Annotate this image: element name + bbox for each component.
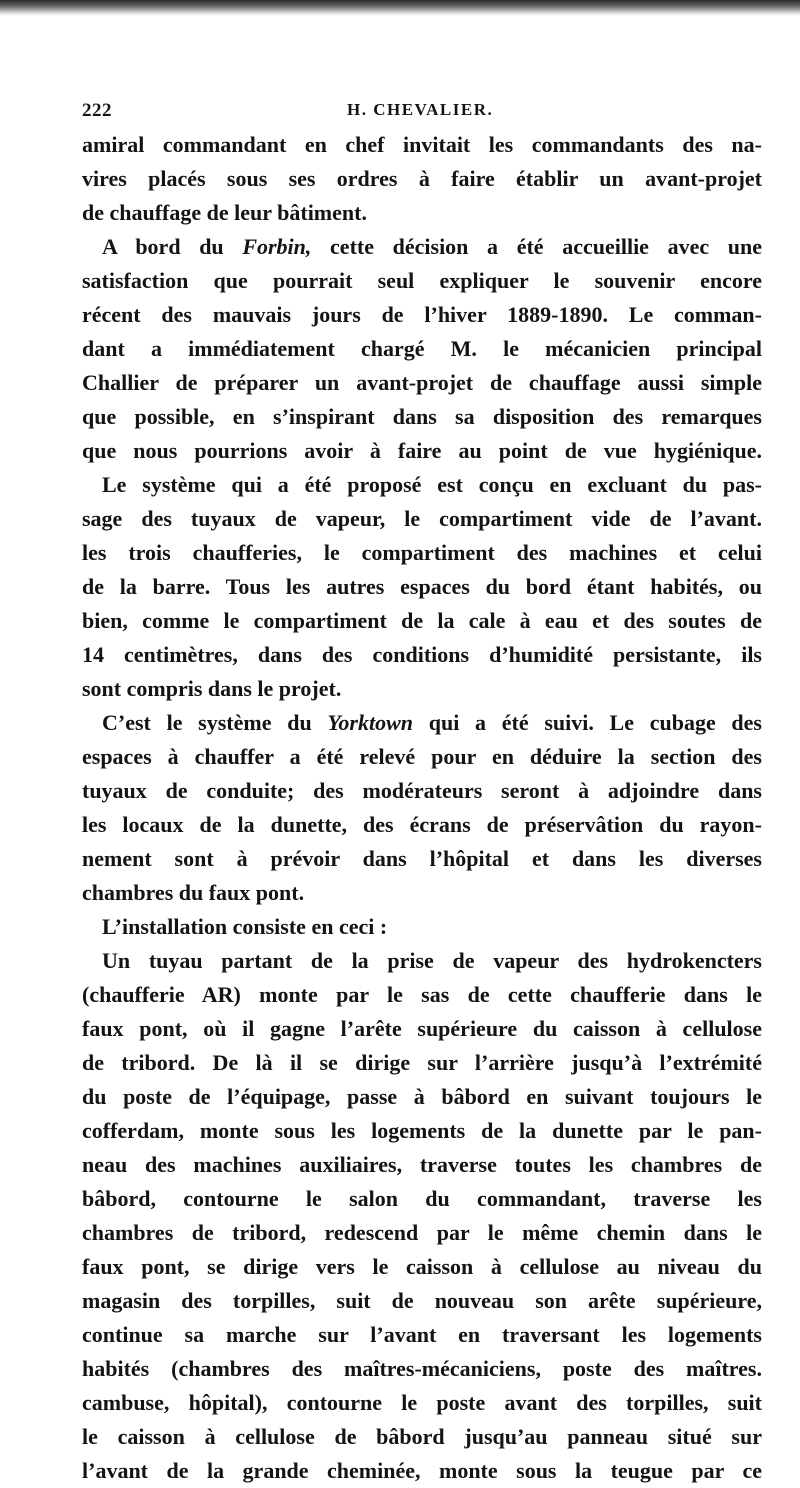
page-top-edge-shadow <box>0 0 800 16</box>
text-line <box>82 1454 762 1488</box>
text-line <box>82 1318 762 1352</box>
text-segment: de chauffage de leur bâtiment. <box>82 200 367 225</box>
text-segment: nement sont à prévoir dans l’hôpital et dans les diverses <box>82 846 762 871</box>
text-line <box>82 910 762 944</box>
running-title: H. CHEVALIER. <box>347 100 494 119</box>
text-segment: (chaufferie AR) monte par le sas de cette chaufferie dans le <box>82 982 762 1007</box>
text-segment: faux pont, où il gagne l’arête supérieure du caisson à cellulose <box>82 1016 762 1041</box>
text-line <box>82 162 762 196</box>
text-segment: tuyaux de conduite; des modérateurs seront à adjoindre dans <box>82 778 762 803</box>
text-segment: du poste de l’équipage, passe à bâbord en suivant toujours le <box>82 1084 762 1109</box>
text-line <box>82 298 762 332</box>
text-line <box>82 434 762 468</box>
text-segment: de tribord. De là il se dirige sur l’arrière jusqu’à l’extrémité <box>82 1050 762 1075</box>
text-segment: bâbord, contourne le salon du commandant, traverse les <box>82 1186 762 1211</box>
text-line <box>82 1046 762 1080</box>
text-segment: Un tuyau partant de la prise de vapeur des hydrokencters <box>102 948 762 973</box>
text-line <box>82 740 762 774</box>
text-segment: neau des machines auxiliaires, traverse toutes les chambres de <box>82 1152 762 1177</box>
text-line <box>82 536 762 570</box>
text-line <box>82 808 762 842</box>
text-line <box>82 366 762 400</box>
text-line <box>82 1080 762 1114</box>
text-line <box>82 672 762 706</box>
text-segment: bien, comme le compartiment de la cale à eau et des soutes de <box>82 608 762 633</box>
text-segment: C’est le système du <box>102 710 328 735</box>
text-line <box>82 230 762 264</box>
text-line <box>82 196 762 230</box>
text-line <box>82 1352 762 1386</box>
text-line <box>82 1284 762 1318</box>
text-segment: vires placés sous ses ordres à faire établir un avant-projet <box>82 166 762 191</box>
text-segment: les trois chaufferies, le compartiment des machines et celui <box>82 540 762 565</box>
text-line <box>82 128 762 162</box>
text-segment: habités (chambres des maîtres-mécaniciens, poste des maîtres. <box>82 1356 762 1381</box>
text-line <box>82 1114 762 1148</box>
text-line <box>82 332 762 366</box>
text-segment: le caisson à cellulose de bâbord jusqu’au panneau situé sur <box>82 1424 762 1449</box>
italic-ship-name: Yorktown <box>327 710 413 735</box>
text-segment: que possible, en s’inspirant dans sa disposition des remarques <box>82 404 762 429</box>
text-segment: récent des mauvais jours de l’hiver 1889-1890. Le comman- <box>82 302 762 327</box>
text-line <box>82 604 762 638</box>
text-segment: Le système qui a été proposé est conçu en excluant du pas- <box>102 472 762 497</box>
text-line <box>82 400 762 434</box>
text-segment: faux pont, se dirige vers le caisson à cellulose au niveau du <box>82 1254 762 1279</box>
body-text <box>82 128 762 1488</box>
text-line <box>82 468 762 502</box>
text-segment: amiral commandant en chef invitait les commandants des na- <box>82 132 762 157</box>
page-number: 222 <box>82 100 112 121</box>
text-segment: les locaux de la dunette, des écrans de préservâtion du rayon- <box>82 812 762 837</box>
text-line <box>82 876 762 910</box>
text-line <box>82 264 762 298</box>
text-segment: cette décision a été accueillie avec une <box>311 234 762 259</box>
text-line <box>82 1182 762 1216</box>
text-line <box>82 706 762 740</box>
text-segment: A bord du <box>102 234 243 259</box>
text-segment: dant a immédiatement chargé M. le mécanicien principal <box>82 336 762 361</box>
text-segment: sage des tuyaux de vapeur, le compartiment vide de l’avant. <box>82 506 762 531</box>
text-line <box>82 638 762 672</box>
text-line <box>82 944 762 978</box>
text-segment: Challier de préparer un avant-projet de chauffage aussi simple <box>82 370 762 395</box>
text-segment: continue sa marche sur l’avant en traversant les logements <box>82 1322 762 1347</box>
text-line <box>82 1012 762 1046</box>
text-line <box>82 570 762 604</box>
text-segment: L’installation consiste en ceci : <box>102 914 388 939</box>
text-line <box>82 502 762 536</box>
text-segment: chambres du faux pont. <box>82 880 305 905</box>
italic-ship-name: Forbin, <box>242 234 312 259</box>
text-line <box>82 842 762 876</box>
text-line <box>82 978 762 1012</box>
running-head <box>82 88 762 128</box>
text-segment: qui a été suivi. Le cubage des <box>413 710 762 735</box>
text-segment: l’avant de la grande cheminée, monte sous la teugue par ce <box>82 1458 762 1483</box>
text-segment: satisfaction que pourrait seul expliquer le souvenir encore <box>82 268 762 293</box>
text-segment: que nous pourrions avoir à faire au point de vue hygiénique. <box>82 438 762 463</box>
text-line <box>82 1386 762 1420</box>
text-segment: espaces à chauffer a été relevé pour en déduire la section des <box>82 744 762 769</box>
text-segment: 14 centimètres, dans des conditions d’humidité persistante, ils <box>82 642 762 667</box>
text-segment: de la barre. Tous les autres espaces du bord étant habités, ou <box>82 574 762 599</box>
book-page <box>82 88 762 1488</box>
text-segment: chambres de tribord, redescend par le même chemin dans le <box>82 1220 762 1245</box>
text-segment: cambuse, hôpital), contourne le poste avant des torpilles, suit <box>82 1390 762 1415</box>
text-segment: cofferdam, monte sous les logements de la dunette par le pan- <box>82 1118 762 1143</box>
text-line <box>82 1420 762 1454</box>
text-segment: sont compris dans le projet. <box>82 676 342 701</box>
text-line <box>82 1250 762 1284</box>
text-segment: magasin des torpilles, suit de nouveau son arête supérieure, <box>82 1288 762 1313</box>
text-line <box>82 774 762 808</box>
text-line <box>82 1216 762 1250</box>
text-line <box>82 1148 762 1182</box>
